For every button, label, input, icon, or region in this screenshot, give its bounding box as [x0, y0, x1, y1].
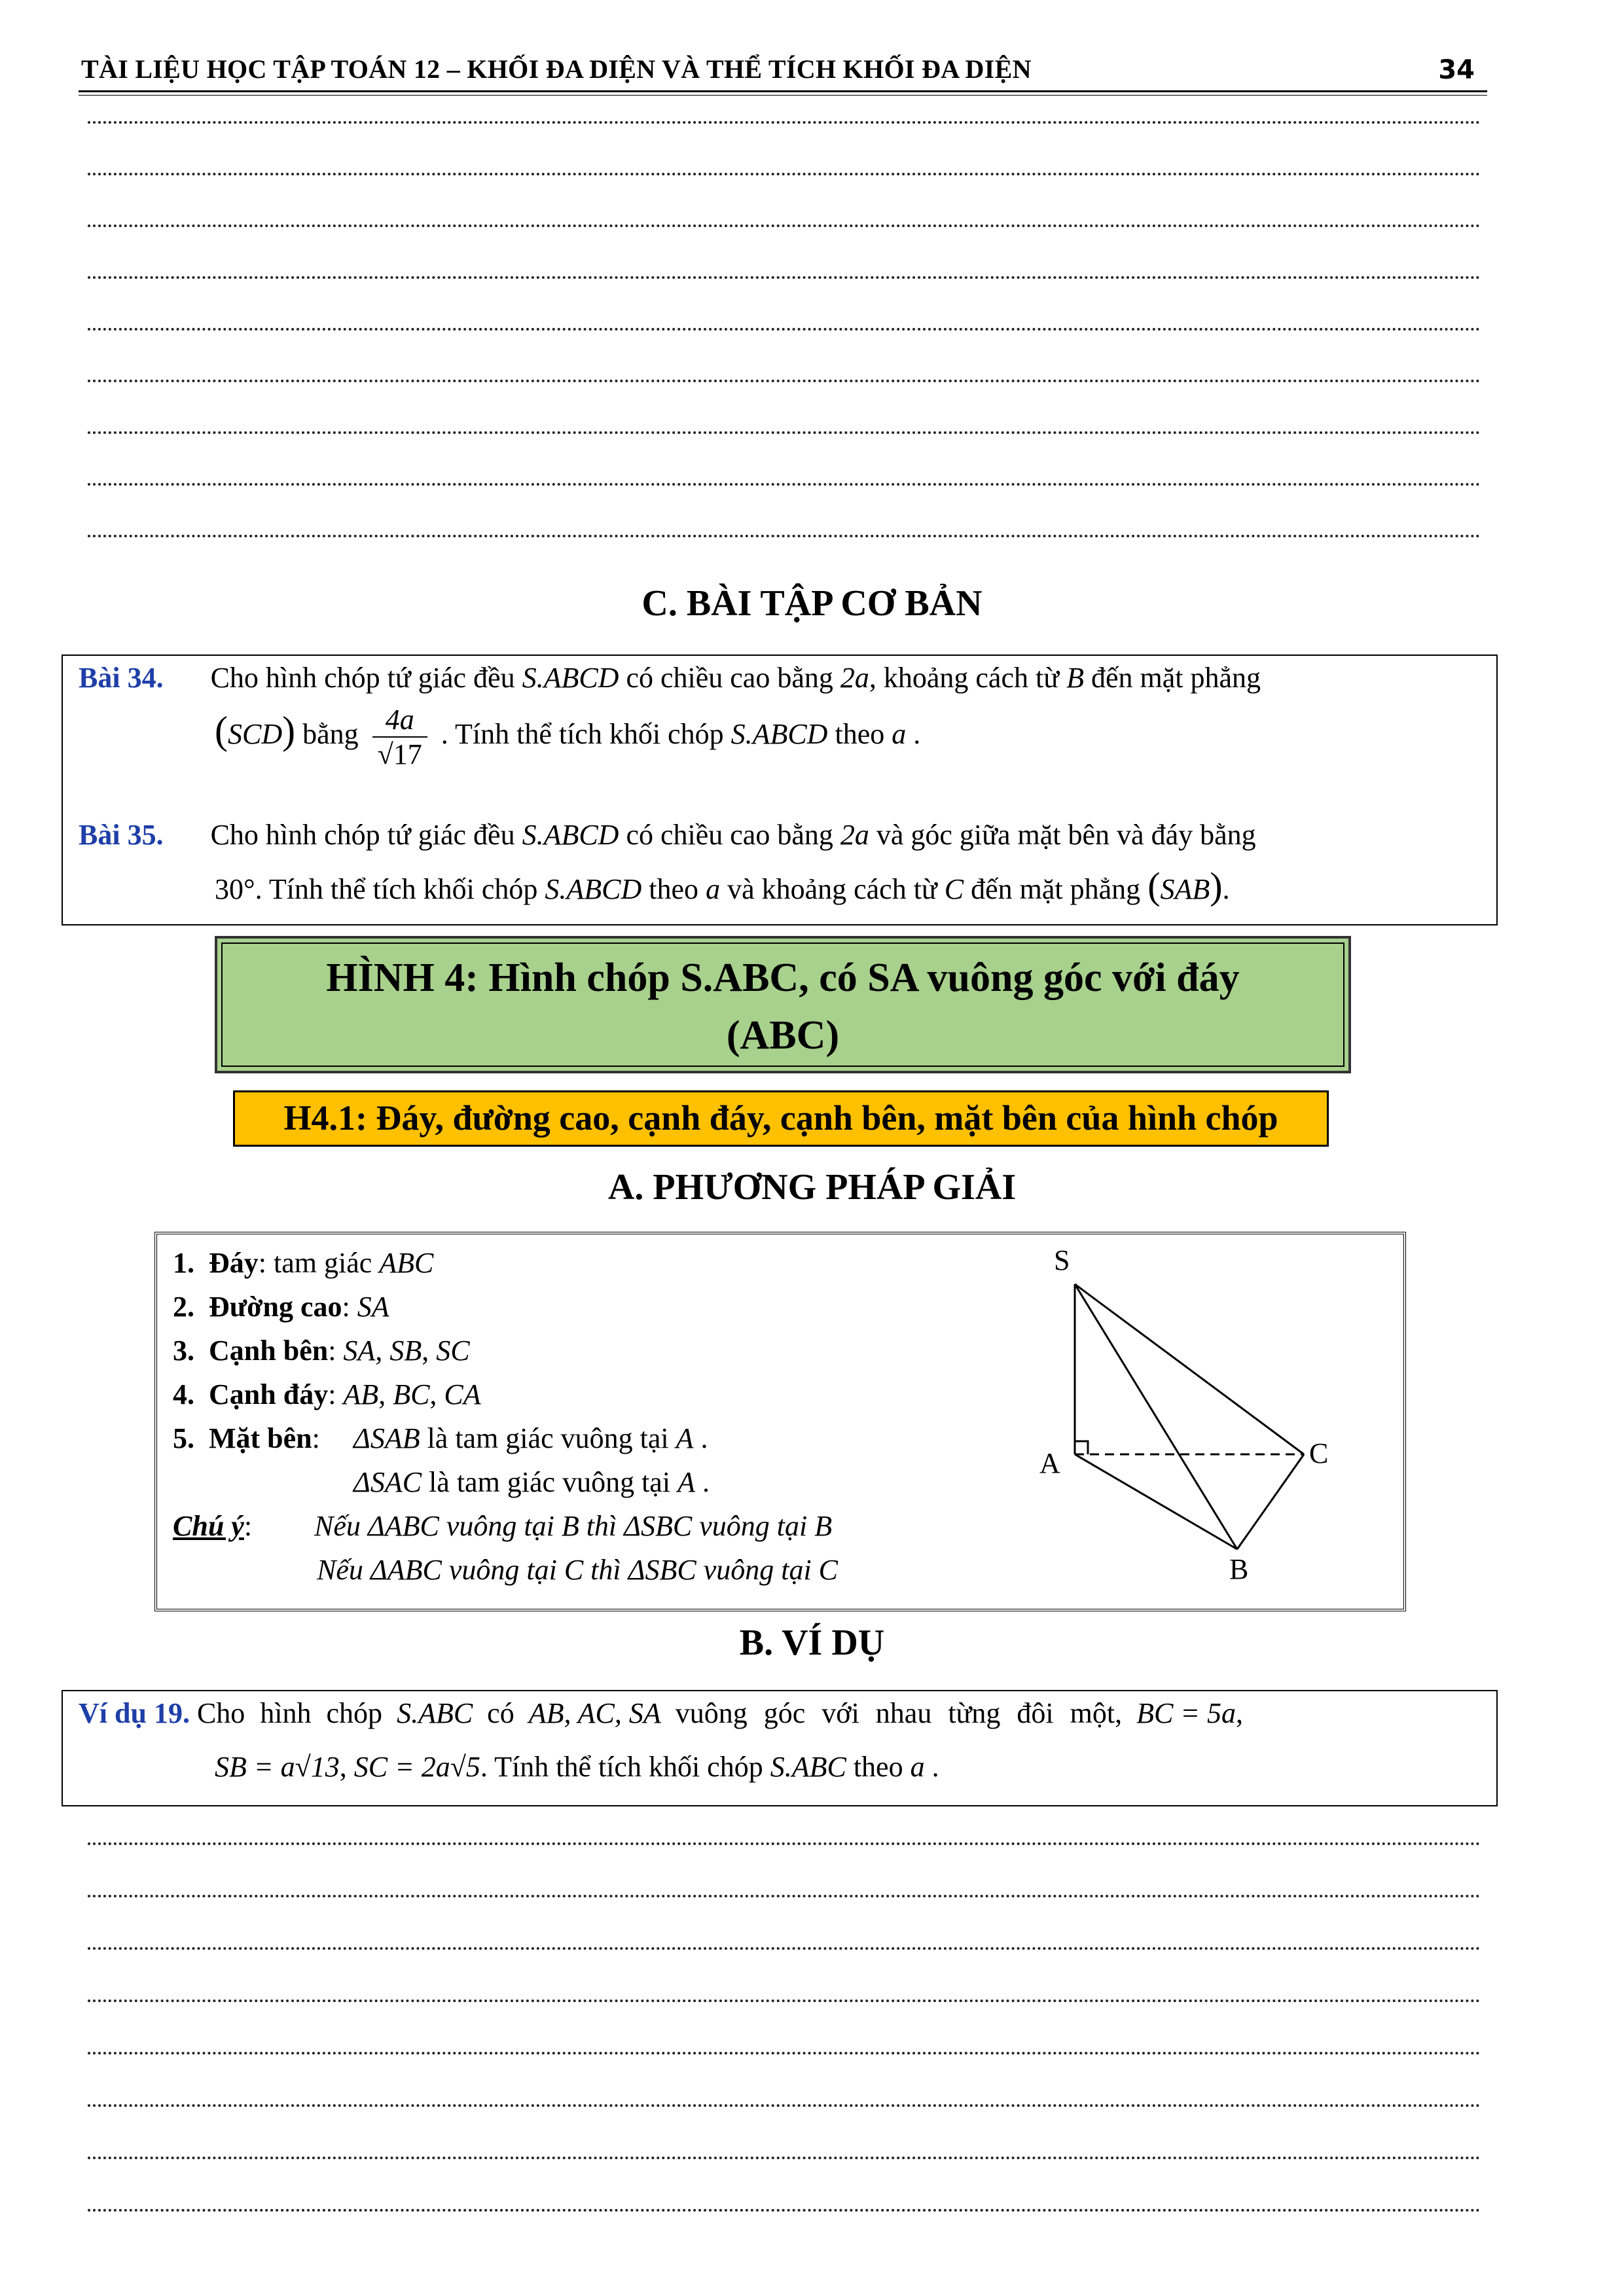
- h41-title: H4.1: Đáy, đường cao, cạnh đáy, cạnh bên, mặt bên của hình chóp: [233, 1090, 1329, 1147]
- math: SA: [357, 1291, 389, 1323]
- method-note-2-text: [317, 1553, 838, 1587]
- note-label: Chú ý: [173, 1510, 244, 1542]
- page-number: 34: [1438, 55, 1475, 85]
- answer-line: [88, 121, 1481, 124]
- answer-line: [88, 173, 1481, 175]
- math: ΔSBC: [624, 1510, 693, 1542]
- text: bằng: [302, 718, 359, 751]
- text: . Tính thể tích khối chóp: [255, 873, 538, 905]
- math: S.ABCD: [522, 662, 619, 694]
- bai34-line2: [215, 703, 920, 771]
- text: theo: [835, 718, 885, 751]
- bai35-line2: [215, 864, 1230, 908]
- answer-line: [88, 380, 1481, 382]
- text: là tam giác vuông tại: [429, 1466, 671, 1498]
- text: .: [702, 1466, 710, 1498]
- method-item-5-sac: [353, 1465, 710, 1499]
- text: là tam giác vuông tại: [427, 1422, 669, 1454]
- text: Nếu: [317, 1554, 363, 1586]
- vertex-label-b: B: [1229, 1553, 1249, 1585]
- header-rule: [79, 90, 1487, 92]
- text: :: [328, 1378, 336, 1410]
- math: 2a: [840, 662, 869, 694]
- vidu19-line1: [79, 1696, 1243, 1730]
- text: thì: [586, 1510, 617, 1542]
- text: có chiều cao bằng: [626, 662, 833, 694]
- text: . Tính thể tích khối chóp: [441, 718, 724, 751]
- math: C: [818, 1554, 839, 1586]
- section-b-heading: B. VÍ DỤ: [739, 1623, 885, 1663]
- vertex-label-c: C: [1309, 1437, 1329, 1469]
- math: a: [706, 873, 721, 905]
- edge-sb: [1075, 1284, 1237, 1549]
- text: Nếu: [314, 1510, 361, 1542]
- item-label: Mặt bên: [209, 1422, 312, 1454]
- text: .: [700, 1422, 708, 1454]
- math: ΔSAC: [353, 1466, 422, 1498]
- text: .: [913, 718, 921, 751]
- math: A: [676, 1422, 694, 1454]
- example-box: [62, 1690, 1498, 1806]
- paren: ): [1210, 865, 1223, 907]
- method-note-1: [173, 1509, 252, 1543]
- section-a-heading: A. PHƯƠNG PHÁP GIẢI: [607, 1167, 1017, 1208]
- math: a: [892, 718, 907, 751]
- math: C: [564, 1554, 584, 1586]
- text: . Tính thể tích khối chóp: [480, 1751, 763, 1783]
- text: :: [244, 1510, 253, 1542]
- fraction: [372, 703, 427, 771]
- answer-line: [88, 535, 1481, 537]
- math: AB, AC, SA: [528, 1697, 661, 1729]
- text: ,: [429, 1378, 437, 1410]
- math: ΔSBC: [628, 1554, 696, 1586]
- text: vuông tại: [446, 1510, 554, 1542]
- answer-line: [88, 2104, 1481, 2107]
- text: .: [1222, 873, 1230, 905]
- text: :: [312, 1422, 320, 1454]
- item-number: 5.: [173, 1422, 194, 1454]
- text: vuông góc với nhau từng đôi một,: [675, 1697, 1123, 1729]
- edge-sc: [1075, 1284, 1304, 1454]
- text: đến mặt phẳng: [1091, 662, 1261, 694]
- text: theo: [853, 1751, 903, 1783]
- vertex-label-s: S: [1054, 1244, 1070, 1276]
- math: B: [814, 1510, 833, 1542]
- answer-line: [88, 2052, 1481, 2054]
- text: và khoảng cách từ: [727, 873, 937, 905]
- answer-line: [88, 224, 1481, 227]
- header-rule-thin: [79, 95, 1487, 96]
- fraction-numerator: 4a: [385, 704, 414, 736]
- answer-line: [88, 1842, 1481, 1845]
- answer-line: [88, 2209, 1481, 2212]
- math: BC: [393, 1378, 430, 1410]
- text: thì: [590, 1554, 621, 1586]
- answer-line: [88, 2000, 1481, 2002]
- text: có: [487, 1697, 514, 1729]
- text: ,: [1235, 1697, 1243, 1729]
- pyramid-diagram: [1021, 1240, 1362, 1594]
- math: S.ABC: [770, 1751, 846, 1783]
- math: B: [561, 1510, 579, 1542]
- paren: (: [1147, 865, 1161, 907]
- text: ,: [422, 1335, 429, 1367]
- fraction-denominator: √17: [372, 736, 427, 771]
- math: ΔABC: [370, 1554, 442, 1586]
- answer-line: [88, 2157, 1481, 2159]
- item-number: 3.: [173, 1335, 194, 1367]
- text: Cho hình chóp tứ giác đều: [210, 819, 515, 851]
- math: ΔABC: [367, 1510, 439, 1542]
- math: S.ABCD: [731, 718, 828, 751]
- math: BC = 5a: [1136, 1697, 1236, 1729]
- right-angle-mark: [1075, 1441, 1088, 1454]
- text: và góc giữa mặt bên và đáy bằng: [876, 819, 1256, 851]
- text: có chiều cao bằng: [626, 819, 833, 851]
- math: SC = 2a√5: [353, 1751, 480, 1783]
- method-item-5: [173, 1422, 320, 1455]
- math: SB: [389, 1335, 422, 1367]
- vidu19-line2: [215, 1750, 939, 1784]
- hinh4-title-line1: HÌNH 4: Hình chóp S.ABC, có SA vuông góc với đáy: [326, 956, 1240, 1000]
- answer-line: [88, 1895, 1481, 1897]
- text: ,: [378, 1378, 386, 1410]
- math: S.ABCD: [545, 873, 642, 905]
- math: SB = a√13: [215, 1751, 340, 1783]
- answer-line: [88, 328, 1481, 331]
- text: Cho hình chóp tứ giác đều: [210, 662, 515, 694]
- math: AB: [343, 1378, 379, 1410]
- text: Cho hình chóp: [196, 1697, 383, 1729]
- method-item-1: [173, 1246, 433, 1280]
- item-label: Cạnh đáy: [209, 1378, 329, 1410]
- text: .: [931, 1751, 939, 1783]
- math: a: [910, 1751, 925, 1783]
- exercise-box: [62, 655, 1498, 925]
- math: CA: [444, 1378, 481, 1410]
- item-number: 1.: [173, 1247, 194, 1279]
- vidu19-label: Ví dụ 19.: [79, 1697, 190, 1729]
- method-item-5-sab: [353, 1422, 708, 1455]
- math: B: [1066, 662, 1084, 694]
- text: đến mặt phẳng: [971, 873, 1141, 905]
- paren: (: [215, 709, 228, 753]
- text: ,: [339, 1751, 347, 1783]
- section-c-heading: C. BÀI TẬP CƠ BẢN: [641, 583, 983, 624]
- text: , khoảng cách từ: [869, 662, 1060, 694]
- item-number: 2.: [173, 1291, 194, 1323]
- paren: ): [282, 709, 296, 753]
- math: S.ABC: [397, 1697, 473, 1729]
- text: vuông tại: [703, 1554, 812, 1586]
- answer-line: [88, 276, 1481, 279]
- math: 2a: [840, 819, 869, 851]
- answer-line: [88, 483, 1481, 486]
- method-item-2: [173, 1290, 389, 1323]
- method-item-3: [173, 1334, 470, 1367]
- text: theo: [649, 873, 699, 905]
- bai35-label: Bài 35.: [79, 819, 164, 851]
- item-label: Đường cao: [209, 1291, 342, 1323]
- math: 30°: [215, 873, 255, 905]
- math: ABC: [379, 1247, 434, 1279]
- hinh4-title-box: [215, 936, 1351, 1073]
- method-note-1-text: [314, 1509, 832, 1543]
- math: SC: [436, 1335, 470, 1367]
- text: ,: [375, 1335, 383, 1367]
- bai35-line1: [79, 818, 1256, 852]
- item-label: Đáy: [209, 1247, 259, 1279]
- edge-ab: [1075, 1454, 1237, 1549]
- answer-line: [88, 1947, 1481, 1950]
- text: : tam giác: [258, 1247, 372, 1279]
- edge-bc: [1237, 1454, 1304, 1549]
- vertex-label-a: A: [1039, 1447, 1060, 1479]
- text: vuông tại: [448, 1554, 557, 1586]
- method-item-4: [173, 1378, 481, 1411]
- text: :: [342, 1291, 350, 1323]
- item-label: Cạnh bên: [209, 1335, 329, 1367]
- math: SAB: [1160, 873, 1210, 905]
- math: SA: [343, 1335, 376, 1367]
- page-header-title: TÀI LIỆU HỌC TẬP TOÁN 12 – KHỐI ĐA DIỆN VÀ THỂ TÍCH KHỐI ĐA DIỆN: [81, 54, 1032, 84]
- math: A: [677, 1466, 695, 1498]
- answer-line: [88, 431, 1481, 434]
- math: S.ABCD: [522, 819, 619, 851]
- math: SCD: [227, 718, 283, 751]
- math: C: [944, 873, 964, 905]
- math: ΔSAB: [353, 1422, 420, 1454]
- item-number: 4.: [173, 1378, 194, 1410]
- text: :: [328, 1335, 336, 1367]
- bai34-label: Bài 34.: [79, 662, 164, 694]
- bai34-line1: [79, 661, 1261, 694]
- text: vuông tại: [699, 1510, 808, 1542]
- hinh4-title-line2: (ABC): [726, 1013, 840, 1058]
